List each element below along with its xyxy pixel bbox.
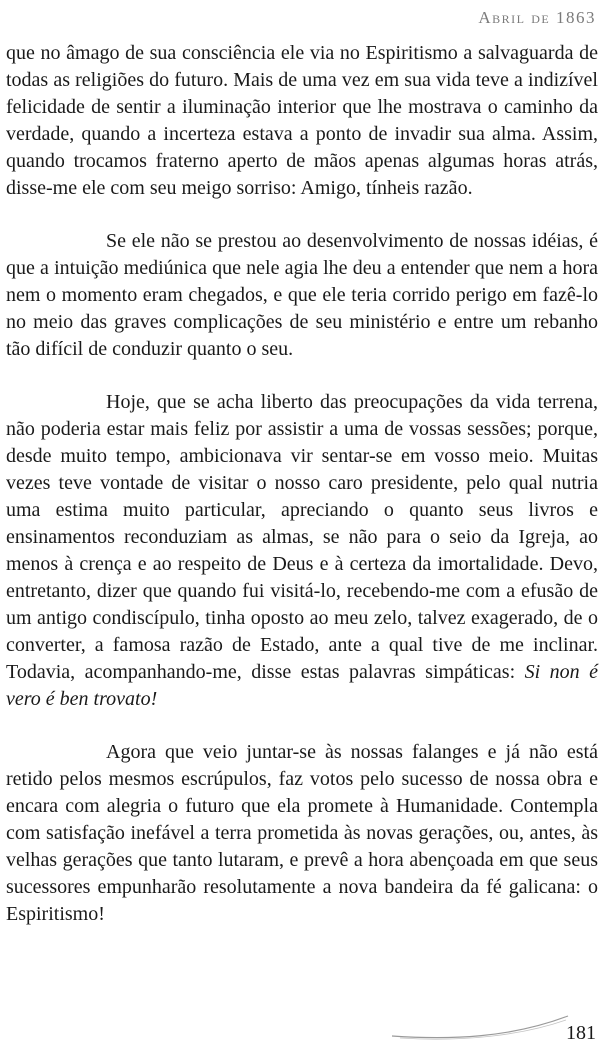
paragraph-3 [6, 389, 598, 713]
paragraph-3-text: Hoje, que se acha liberto das preocupações da vida terrena, não poderia estar mais feliz por assistir a uma de vossas sessões; porque, desde muito tempo, ambicionava vir sentar-se em vosso meio. Muitas vezes teve vontade de visitar o nosso caro presidente, pelo qual nutria uma estima muito particular, apreciando o quanto seus livros e ensinamentos reconduziam as almas, se não para o seio da Igreja, ao menos à crença e ao respeito de Deus e à certeza da imortalidade. Devo, entretanto, dizer que quando fui visitá-lo, recebendo-me com a efusão de um antigo condiscípulo, tinha oposto ao meu zelo, talvez exagerado, de o converter, a famosa razão de Estado, ante a qual tive de me inclinar. Todavia, acompanhando-me, disse estas palavras simpáticas: [6, 391, 598, 683]
decorative-swoosh-icon [390, 1012, 570, 1042]
page-number: 181 [566, 1022, 596, 1044]
paragraph-1: que no âmago de sua consciência ele via no Espiritismo a salvaguarda de todas as religiões do futuro. Mais de uma vez em sua vida teve a indizível felicidade de sentir a iluminação interior que lhe mostrava o caminho da verdade, quando a incerteza estava a ponto de invadir sua alma. Assim, quando trocamos fraterno aperto de mãos apenas algumas horas atrás, disse-me ele com seu meigo sorriso: Amigo, tínheis razão. [6, 42, 598, 199]
italic-quote: Si non é vero é ben trovato! [6, 661, 599, 710]
paragraph-2: Se ele não se prestou ao desenvolvimento de nossas idéias, é que a intuição mediúnica que nele agia lhe deu a entender que nem a hora nem o momento eram chegados, e que ele teria corrido perigo em fazê-lo no meio das graves complicações de seu ministério e entre um rebanho tão difícil de conduzir quanto o seu. [6, 230, 598, 360]
page-body [6, 40, 598, 954]
paragraph-4: Agora que veio juntar-se às nossas falanges e já não está retido pelos mesmos escrúpulos, faz votos pelo sucesso de nossa obra e encara com alegria o futuro que ela promete à Humanidade. Contempla com satisfação inefável a terra prometida às novas gerações, ou, antes, às velhas gerações que tanto lutaram, e prevê a hora abençoada em que seus sucessores empunharão resolutamente a nova bandeira da fé galicana: o Espiritismo! [6, 741, 598, 925]
running-header: Abril de 1863 [478, 8, 596, 27]
